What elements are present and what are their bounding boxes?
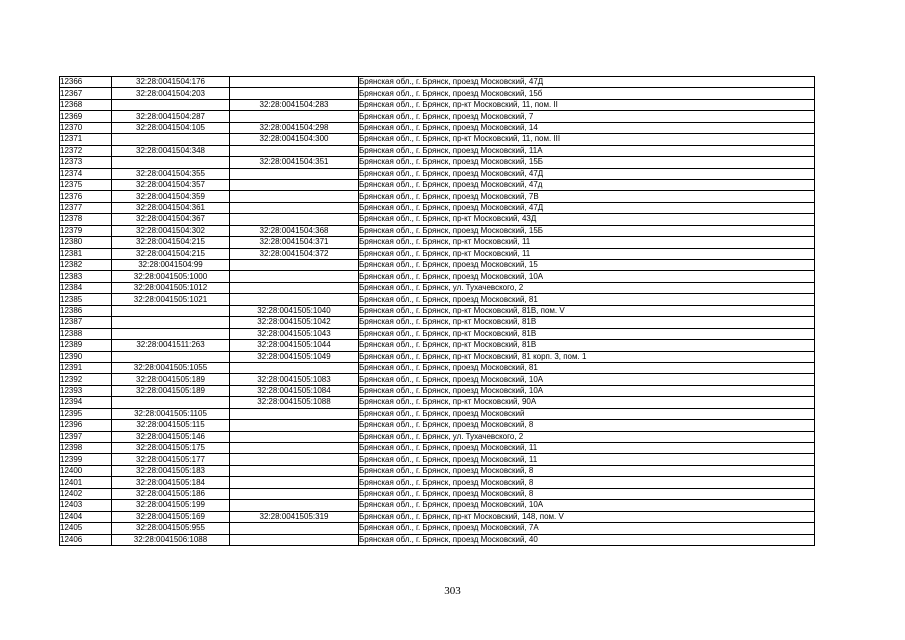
address-cell: Брянская обл., г. Брянск, проезд Московский: [359, 408, 815, 419]
row-number-cell: 12400: [60, 465, 112, 476]
object-cadastral-number-cell: [230, 214, 359, 225]
object-cadastral-number-cell: 32:28:0041505:1042: [230, 317, 359, 328]
cadastral-number-cell: [112, 134, 230, 145]
table-row: [60, 465, 815, 476]
table-row: [60, 179, 815, 190]
cadastral-number-cell: 32:28:0041506:1088: [112, 534, 230, 545]
registry-table: [59, 76, 815, 546]
object-cadastral-number-cell: [230, 145, 359, 156]
cadastral-number-cell: 32:28:0041505:955: [112, 523, 230, 534]
cadastral-number-cell: [112, 99, 230, 110]
address-cell: Брянская обл., г. Брянск, проезд Московский, 40: [359, 534, 815, 545]
object-cadastral-number-cell: [230, 202, 359, 213]
object-cadastral-number-cell: 32:28:0041504:372: [230, 248, 359, 259]
row-number-cell: 12391: [60, 362, 112, 373]
object-cadastral-number-cell: [230, 534, 359, 545]
table-row: [60, 443, 815, 454]
table-row: [60, 88, 815, 99]
cadastral-number-cell: 32:28:0041504:361: [112, 202, 230, 213]
row-number-cell: 12368: [60, 99, 112, 110]
cadastral-number-cell: 32:28:0041505:1055: [112, 362, 230, 373]
address-cell: Брянская обл., г. Брянск, проезд Московский, 11: [359, 454, 815, 465]
table-row: [60, 77, 815, 88]
table-row: [60, 317, 815, 328]
row-number-cell: 12404: [60, 511, 112, 522]
object-cadastral-number-cell: [230, 420, 359, 431]
address-cell: Брянская обл., г. Брянск, проезд Московский, 15Б: [359, 225, 815, 236]
row-number-cell: 12406: [60, 534, 112, 545]
address-cell: Брянская обл., г. Брянск, проезд Московский, 8: [359, 465, 815, 476]
table-row: [60, 157, 815, 168]
object-cadastral-number-cell: 32:28:0041505:1040: [230, 305, 359, 316]
table-row: [60, 397, 815, 408]
cadastral-number-cell: 32:28:0041505:189: [112, 385, 230, 396]
table-row: [60, 340, 815, 351]
cadastral-number-cell: 32:28:0041505:1021: [112, 294, 230, 305]
table-row: [60, 500, 815, 511]
table-row: [60, 282, 815, 293]
row-number-cell: 12381: [60, 248, 112, 259]
object-cadastral-number-cell: [230, 179, 359, 190]
object-cadastral-number-cell: [230, 465, 359, 476]
cadastral-number-cell: 32:28:0041505:175: [112, 443, 230, 454]
address-cell: Брянская обл., г. Брянск, проезд Московский, 15: [359, 260, 815, 271]
address-cell: Брянская обл., г. Брянск, пр-кт Московский, 148, пом. V: [359, 511, 815, 522]
cadastral-number-cell: 32:28:0041505:1105: [112, 408, 230, 419]
row-number-cell: 12390: [60, 351, 112, 362]
cadastral-number-cell: [112, 328, 230, 339]
object-cadastral-number-cell: 32:28:0041505:1088: [230, 397, 359, 408]
object-cadastral-number-cell: [230, 294, 359, 305]
table-row: [60, 454, 815, 465]
address-cell: Брянская обл., г. Брянск, проезд Московский, 7: [359, 111, 815, 122]
cadastral-number-cell: 32:28:0041504:215: [112, 237, 230, 248]
address-cell: Брянская обл., г. Брянск, пр-кт Московский, 81 корп. 3, пом. 1: [359, 351, 815, 362]
cadastral-number-cell: 32:28:0041504:357: [112, 179, 230, 190]
cadastral-number-cell: [112, 305, 230, 316]
cadastral-number-cell: 32:28:0041505:115: [112, 420, 230, 431]
address-cell: Брянская обл., г. Брянск, пр-кт Московский, 81В: [359, 317, 815, 328]
row-number-cell: 12388: [60, 328, 112, 339]
cadastral-number-cell: 32:28:0041505:189: [112, 374, 230, 385]
object-cadastral-number-cell: 32:28:0041504:368: [230, 225, 359, 236]
table-row: [60, 511, 815, 522]
row-number-cell: 12396: [60, 420, 112, 431]
address-cell: Брянская обл., г. Брянск, проезд Московский, 15б: [359, 88, 815, 99]
table-row: [60, 488, 815, 499]
object-cadastral-number-cell: [230, 454, 359, 465]
row-number-cell: 12389: [60, 340, 112, 351]
cadastral-number-cell: [112, 351, 230, 362]
cadastral-number-cell: 32:28:0041504:355: [112, 168, 230, 179]
address-cell: Брянская обл., г. Брянск, проезд Московский, 10А: [359, 500, 815, 511]
row-number-cell: 12369: [60, 111, 112, 122]
row-number-cell: 12379: [60, 225, 112, 236]
cadastral-number-cell: 32:28:0041504:99: [112, 260, 230, 271]
page-number: 303: [444, 585, 461, 597]
row-number-cell: 12370: [60, 122, 112, 133]
address-cell: Брянская обл., г. Брянск, проезд Московский, 14: [359, 122, 815, 133]
cadastral-number-cell: 32:28:0041505:183: [112, 465, 230, 476]
cadastral-number-cell: 32:28:0041505:1000: [112, 271, 230, 282]
object-cadastral-number-cell: 32:28:0041505:1049: [230, 351, 359, 362]
row-number-cell: 12403: [60, 500, 112, 511]
row-number-cell: 12380: [60, 237, 112, 248]
row-number-cell: 12375: [60, 179, 112, 190]
table-row: [60, 294, 815, 305]
table-row: [60, 534, 815, 545]
address-cell: Брянская обл., г. Брянск, пр-кт Московский, 11, пом. III: [359, 134, 815, 145]
row-number-cell: 12366: [60, 77, 112, 88]
table-row: [60, 122, 815, 133]
row-number-cell: 12398: [60, 443, 112, 454]
address-cell: Брянская обл., г. Брянск, проезд Московский, 15Б: [359, 157, 815, 168]
table-row: [60, 134, 815, 145]
cadastral-number-cell: 32:28:0041504:287: [112, 111, 230, 122]
address-cell: Брянская обл., г. Брянск, проезд Московский, 47д: [359, 179, 815, 190]
row-number-cell: 12401: [60, 477, 112, 488]
object-cadastral-number-cell: 32:28:0041505:1083: [230, 374, 359, 385]
registry-table-body: [60, 77, 815, 546]
address-cell: Брянская обл., г. Брянск, проезд Московский, 81: [359, 294, 815, 305]
table-row: [60, 523, 815, 534]
address-cell: Брянская обл., г. Брянск, проезд Московский, 47Д: [359, 168, 815, 179]
object-cadastral-number-cell: [230, 443, 359, 454]
row-number-cell: 12376: [60, 191, 112, 202]
table-row: [60, 237, 815, 248]
object-cadastral-number-cell: [230, 408, 359, 419]
row-number-cell: 12399: [60, 454, 112, 465]
row-number-cell: 12392: [60, 374, 112, 385]
address-cell: Брянская обл., г. Брянск, проезд Московский, 47Д: [359, 77, 815, 88]
object-cadastral-number-cell: 32:28:0041504:371: [230, 237, 359, 248]
address-cell: Брянская обл., г. Брянск, проезд Московский, 11: [359, 443, 815, 454]
object-cadastral-number-cell: [230, 191, 359, 202]
table-row: [60, 305, 815, 316]
cadastral-number-cell: 32:28:0041505:146: [112, 431, 230, 442]
cadastral-number-cell: 32:28:0041504:105: [112, 122, 230, 133]
object-cadastral-number-cell: [230, 477, 359, 488]
object-cadastral-number-cell: 32:28:0041504:283: [230, 99, 359, 110]
row-number-cell: 12405: [60, 523, 112, 534]
row-number-cell: 12386: [60, 305, 112, 316]
address-cell: Брянская обл., г. Брянск, пр-кт Московский, 11: [359, 248, 815, 259]
object-cadastral-number-cell: [230, 168, 359, 179]
table-row: [60, 362, 815, 373]
row-number-cell: 12395: [60, 408, 112, 419]
cadastral-number-cell: [112, 317, 230, 328]
address-cell: Брянская обл., г. Брянск, пр-кт Московский, 81В, пом. V: [359, 305, 815, 316]
object-cadastral-number-cell: 32:28:0041505:1043: [230, 328, 359, 339]
row-number-cell: 12394: [60, 397, 112, 408]
cadastral-number-cell: 32:28:0041504:348: [112, 145, 230, 156]
object-cadastral-number-cell: [230, 271, 359, 282]
table-row: [60, 431, 815, 442]
cadastral-number-cell: [112, 397, 230, 408]
object-cadastral-number-cell: [230, 77, 359, 88]
object-cadastral-number-cell: [230, 362, 359, 373]
address-cell: Брянская обл., г. Брянск, проезд Московский, 47Д: [359, 202, 815, 213]
row-number-cell: 12383: [60, 271, 112, 282]
object-cadastral-number-cell: 32:28:0041505:319: [230, 511, 359, 522]
object-cadastral-number-cell: [230, 500, 359, 511]
table-row: [60, 145, 815, 156]
cadastral-number-cell: 32:28:0041504:359: [112, 191, 230, 202]
address-cell: Брянская обл., г. Брянск, пр-кт Московский, 11: [359, 237, 815, 248]
cadastral-number-cell: [112, 157, 230, 168]
row-number-cell: 12382: [60, 260, 112, 271]
address-cell: Брянская обл., г. Брянск, проезд Московский, 10А: [359, 374, 815, 385]
object-cadastral-number-cell: [230, 431, 359, 442]
cadastral-number-cell: 32:28:0041511:263: [112, 340, 230, 351]
row-number-cell: 12393: [60, 385, 112, 396]
object-cadastral-number-cell: 32:28:0041505:1084: [230, 385, 359, 396]
cadastral-number-cell: 32:28:0041504:367: [112, 214, 230, 225]
object-cadastral-number-cell: 32:28:0041505:1044: [230, 340, 359, 351]
table-row: [60, 351, 815, 362]
table-row: [60, 191, 815, 202]
row-number-cell: 12373: [60, 157, 112, 168]
table-row: [60, 225, 815, 236]
object-cadastral-number-cell: [230, 282, 359, 293]
row-number-cell: 12378: [60, 214, 112, 225]
address-cell: Брянская обл., г. Брянск, ул. Тухачевского, 2: [359, 282, 815, 293]
cadastral-number-cell: 32:28:0041505:186: [112, 488, 230, 499]
row-number-cell: 12374: [60, 168, 112, 179]
table-row: [60, 214, 815, 225]
table-row: [60, 111, 815, 122]
table-row: [60, 260, 815, 271]
row-number-cell: 12372: [60, 145, 112, 156]
table-row: [60, 385, 815, 396]
object-cadastral-number-cell: 32:28:0041504:300: [230, 134, 359, 145]
table-row: [60, 99, 815, 110]
table-row: [60, 328, 815, 339]
row-number-cell: 12397: [60, 431, 112, 442]
row-number-cell: 12384: [60, 282, 112, 293]
row-number-cell: 12387: [60, 317, 112, 328]
address-cell: Брянская обл., г. Брянск, проезд Московский, 10А: [359, 385, 815, 396]
address-cell: Брянская обл., г. Брянск, пр-кт Московский, 81В: [359, 340, 815, 351]
address-cell: Брянская обл., г. Брянск, проезд Московский, 8: [359, 477, 815, 488]
address-cell: Брянская обл., г. Брянск, пр-кт Московский, 81В: [359, 328, 815, 339]
table-row: [60, 168, 815, 179]
address-cell: Брянская обл., г. Брянск, пр-кт Московский, 90А: [359, 397, 815, 408]
row-number-cell: 12385: [60, 294, 112, 305]
cadastral-number-cell: 32:28:0041504:215: [112, 248, 230, 259]
table-row: [60, 248, 815, 259]
address-cell: Брянская обл., г. Брянск, пр-кт Московский, 11, пом. II: [359, 99, 815, 110]
address-cell: Брянская обл., г. Брянск, ул. Тухачевского, 2: [359, 431, 815, 442]
cadastral-number-cell: 32:28:0041505:199: [112, 500, 230, 511]
address-cell: Брянская обл., г. Брянск, проезд Московский, 8: [359, 420, 815, 431]
cadastral-number-cell: 32:28:0041505:1012: [112, 282, 230, 293]
object-cadastral-number-cell: [230, 88, 359, 99]
address-cell: Брянская обл., г. Брянск, проезд Московский, 10А: [359, 271, 815, 282]
object-cadastral-number-cell: [230, 523, 359, 534]
cadastral-number-cell: 32:28:0041505:169: [112, 511, 230, 522]
row-number-cell: 12402: [60, 488, 112, 499]
row-number-cell: 12367: [60, 88, 112, 99]
cadastral-number-cell: 32:28:0041504:176: [112, 77, 230, 88]
object-cadastral-number-cell: [230, 488, 359, 499]
address-cell: Брянская обл., г. Брянск, проезд Московский, 8: [359, 488, 815, 499]
cadastral-number-cell: 32:28:0041504:203: [112, 88, 230, 99]
table-row: [60, 374, 815, 385]
table-row: [60, 477, 815, 488]
object-cadastral-number-cell: 32:28:0041504:351: [230, 157, 359, 168]
address-cell: Брянская обл., г. Брянск, проезд Московский, 11А: [359, 145, 815, 156]
table-row: [60, 202, 815, 213]
address-cell: Брянская обл., г. Брянск, проезд Московский, 7А: [359, 523, 815, 534]
table-row: [60, 271, 815, 282]
address-cell: Брянская обл., г. Брянск, проезд Московский, 81: [359, 362, 815, 373]
cadastral-number-cell: 32:28:0041505:184: [112, 477, 230, 488]
object-cadastral-number-cell: [230, 111, 359, 122]
table-row: [60, 420, 815, 431]
object-cadastral-number-cell: [230, 260, 359, 271]
cadastral-number-cell: 32:28:0041504:302: [112, 225, 230, 236]
table-row: [60, 408, 815, 419]
row-number-cell: 12377: [60, 202, 112, 213]
row-number-cell: 12371: [60, 134, 112, 145]
cadastral-number-cell: 32:28:0041505:177: [112, 454, 230, 465]
address-cell: Брянская обл., г. Брянск, пр-кт Московский, 43Д: [359, 214, 815, 225]
address-cell: Брянская обл., г. Брянск, проезд Московский, 7В: [359, 191, 815, 202]
object-cadastral-number-cell: 32:28:0041504:298: [230, 122, 359, 133]
